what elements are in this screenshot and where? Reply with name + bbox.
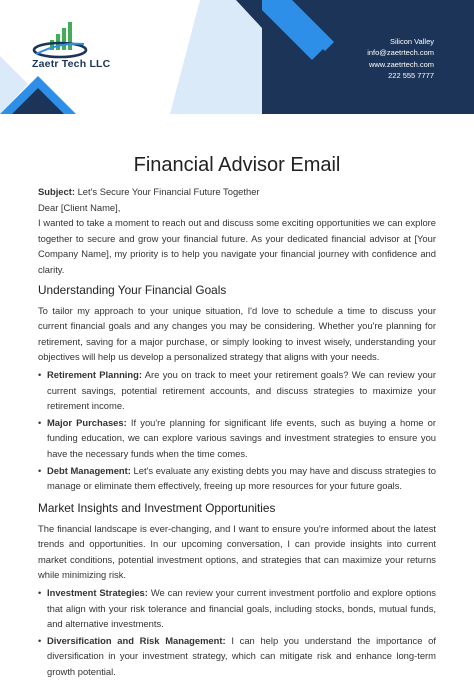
list-item-label: Retirement Planning:: [47, 368, 142, 380]
contact-email[interactable]: info@zaetrtech.com: [367, 48, 434, 58]
list-item-text: Let's evaluate any existing debts you may have and discuss strategies to manage or eliminate them effectively, freeing up more resources for your future goals.: [47, 464, 436, 492]
document-title: Financial Advisor Email: [133, 154, 341, 176]
contact-block: [367, 36, 434, 82]
list-item: • Major Purchases: If you're planning for significant life events, such as buying a home or funding education, we can explore various savings and investment strategies to ensure you have the necessary funds when the time comes.: [38, 416, 436, 459]
email-document: [38, 150, 436, 682]
list-item-text: If you're planning for significant life events, such as buying a home or funding education, we can explore various savings and investment strategies to ensure you have the necessary funds when the time comes.: [47, 416, 436, 459]
list-item-label: Debt Management:: [47, 464, 131, 476]
market-list: [38, 585, 436, 680]
list-item: • Diversification and Risk Management: I can help you understand the importance of diversification in your investment strategy, which can mitigate risk and enhance long-term growth potential.: [38, 634, 436, 678]
intro-paragraph: I wanted to take a moment to reach out and discuss some exciting opportunities we can explore together to secure and grow your financial future. As your dedicated financial advisor at [Your Company Name], my priority is to help you navigate your financial journey with confidence and clarity.: [38, 217, 436, 275]
list-item-text: I can help you understand the importance of diversification in your investment strategy, which can mitigate risk and enhance long-term growth potential.: [47, 634, 436, 678]
list-item: • Investment Strategies: We can review your current investment portfolio and explore options that align with your risk tolerance and financial goals, including stocks, bonds, mutual funds, and alternative investments.: [38, 587, 436, 630]
goals-list: [38, 367, 436, 494]
section-heading-goals: Understanding Your Financial Goals: [38, 282, 227, 297]
subject-text: Let's Secure Your Financial Future Together: [74, 186, 260, 197]
goals-paragraph: To tailor my approach to your unique situation, I'd love to schedule a time to discuss your current financial goals and any changes you may be considering. Whether you're planning for retirement, saving for a major purchase, or simply looking to invest wisely, understanding your objectives will help us develop a personalized strategy that aligns with your needs.: [38, 304, 436, 363]
market-paragraph: The financial landscape is ever-changing, and I want to ensure you're informed about the latest trends and opportunities. In our upcoming conversation, I can provide insights into current market conditions, potential investment options, and strategies that can maximize your returns while minimizing risk.: [38, 522, 436, 581]
list-item-label: Investment Strategies:: [47, 587, 148, 599]
list-item-label: Diversification and Risk Management:: [47, 634, 226, 646]
subject-line: [38, 184, 436, 200]
list-item: • Retirement Planning: Are you on track to meet your retirement goals? We can review your current savings, potential retirement accounts, and discuss strategies to maximize your retirement income.: [38, 368, 437, 412]
subject-label: Subject:: [38, 186, 75, 197]
section-heading-market: Market Insights and Investment Opportunities: [38, 500, 276, 515]
contact-website[interactable]: www.zaetrtech.com: [368, 59, 434, 69]
letterhead: [0, 0, 474, 114]
list-item-text: We can review your current investment portfolio and explore options that align with your risk tolerance and financial goals, including stocks, bonds, mutual funds, and alternative investments.: [47, 587, 436, 630]
greeting: Dear [Client Name],: [38, 201, 121, 213]
list-item-label: Major Purchases:: [47, 416, 127, 428]
company-name: Zaetr Tech LLC: [32, 58, 111, 70]
contact-phone: 222 555 7777: [388, 71, 434, 81]
list-item: • Debt Management: Let's evaluate any existing debts you may have and discuss strategies to manage or eliminate them effectively, freeing up more resources for your future goals.: [38, 464, 436, 492]
company-logo: [30, 14, 90, 60]
list-item-text: Are you on track to meet your retirement goals? We can review your current savings, potential retirement accounts, and discuss strategies to maximize your retirement income.: [47, 368, 437, 412]
contact-address: Silicon Valley: [389, 37, 434, 46]
